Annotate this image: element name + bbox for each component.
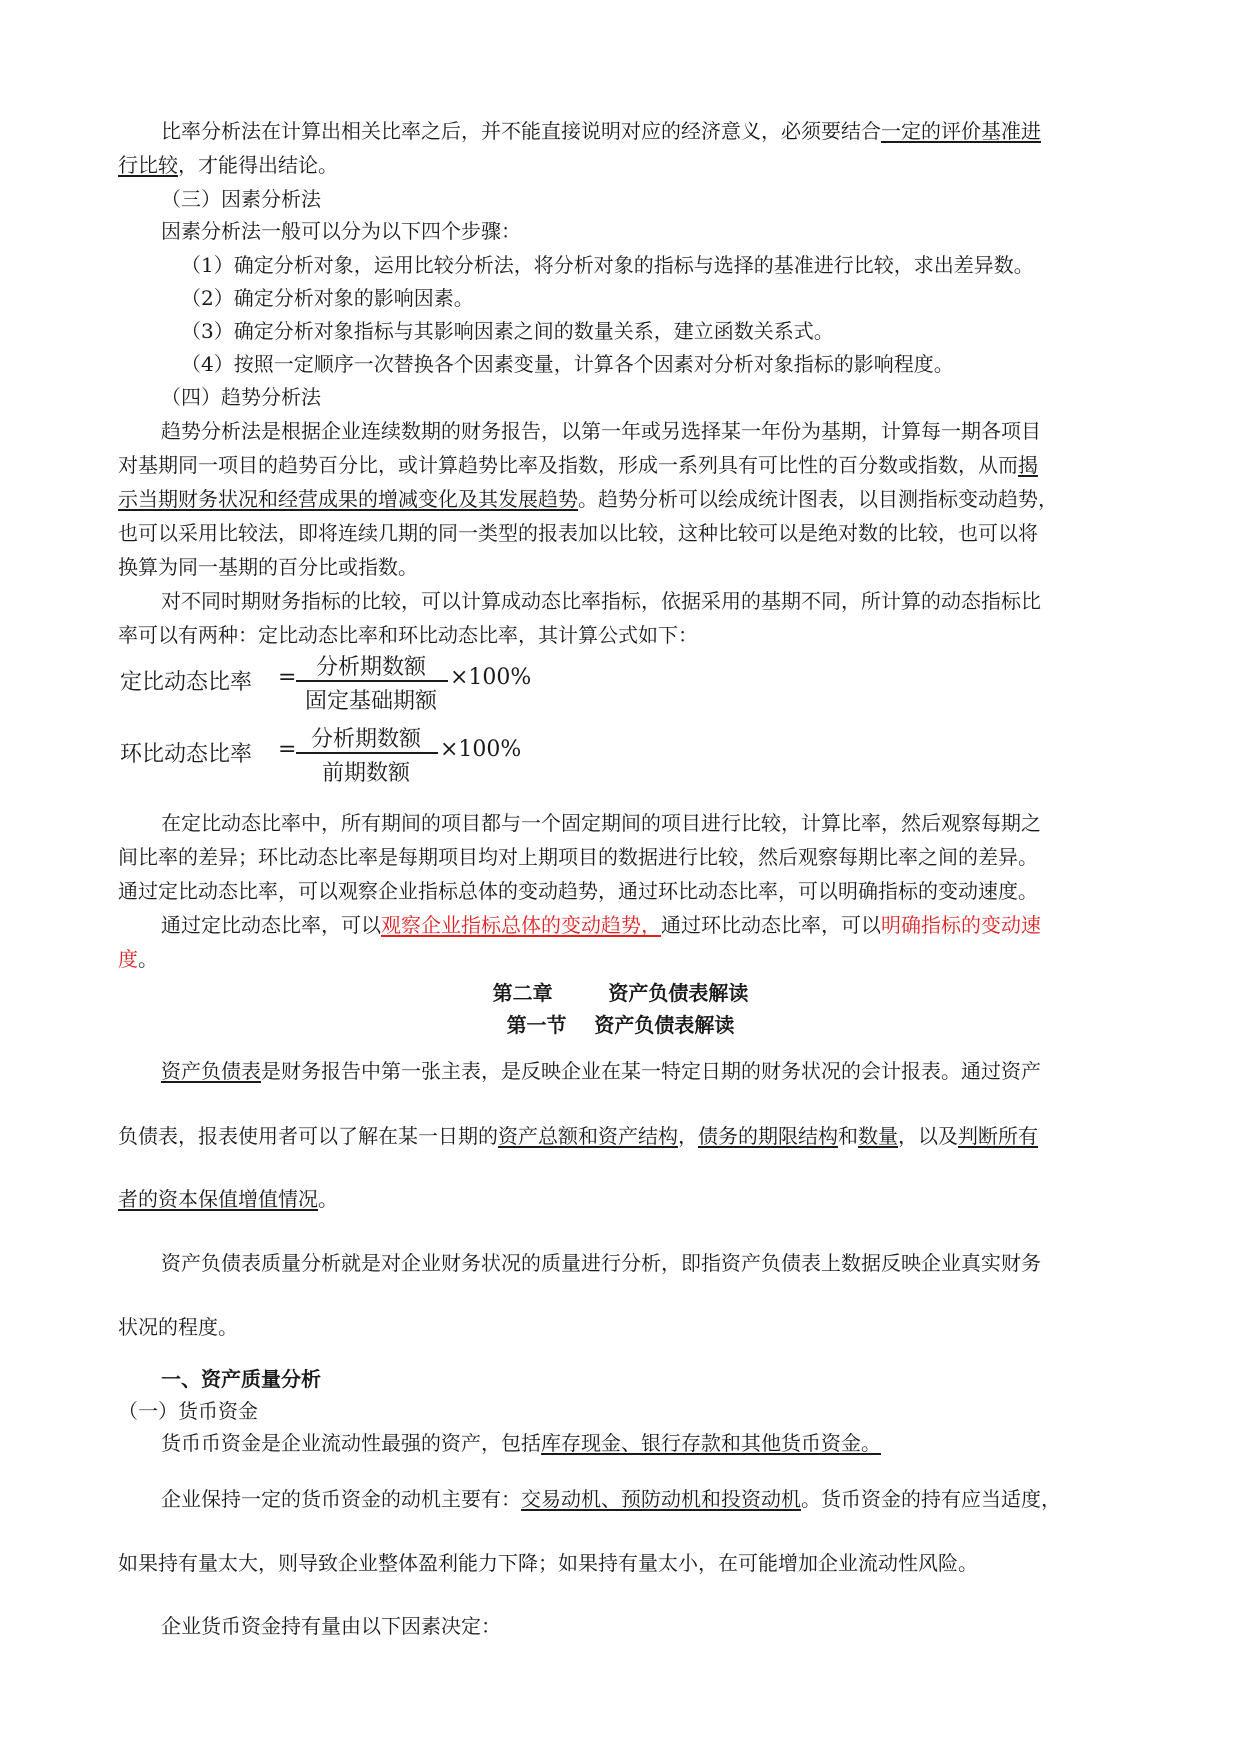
underlined-text: 行比较 (118, 153, 178, 177)
equals-sign: = (278, 737, 297, 762)
text: 负债表，报表使用者可以了解在某一日期的 (118, 1124, 498, 1148)
underlined-text: 示当期财务状况和经营成果的增减变化及其发展趋势 (118, 487, 578, 511)
paragraph-line: 企业货币资金持有量由以下因素决定： (161, 1614, 501, 1638)
fraction-bar (296, 680, 448, 682)
formula-denominator: 固定基础期额 (304, 689, 437, 714)
text: 企业保持一定的货币资金的动机主要有： (161, 1487, 521, 1511)
text: 。 (138, 947, 158, 971)
fraction-bar (296, 752, 438, 754)
formula-denominator: 前期数额 (321, 761, 410, 786)
text: 。货币资金的持有应当适度， (801, 1487, 1061, 1511)
text: 。 (318, 1187, 338, 1211)
paragraph-line: 状况的程度。 (118, 1315, 238, 1339)
paragraph-line (161, 1430, 881, 1456)
paragraph-line (161, 912, 1041, 938)
section-intro: 因素分析法一般可以分为以下四个步骤： (161, 219, 521, 243)
paragraph-line (118, 152, 338, 178)
underlined-text: 债务的期限结构 (698, 1124, 838, 1148)
underlined-text: 一定的评价基准进 (881, 119, 1041, 143)
step-item: （3）确定分析对象指标与其影响因素之间的数量关系，建立函数关系式。 (181, 319, 834, 343)
text: ，才能得出结论。 (178, 153, 338, 177)
underlined-text: 资产负债表 (161, 1059, 261, 1083)
paragraph-line (161, 118, 1041, 144)
formula-label: 定比动态比率 (120, 670, 253, 695)
formula-multiplier: ×100% (440, 737, 522, 762)
text: 对基期同一项目的趋势百分比，或计算趋势比率及指数，形成一系列具有可比性的百分数或指数，从而 (118, 453, 1018, 477)
subsection-title: （一）货币资金 (118, 1399, 258, 1423)
paragraph-line (118, 946, 158, 972)
highlighted-text: 明确指标的变动速 (881, 913, 1041, 937)
formula-label: 环比动态比率 (120, 742, 253, 767)
text: 通过定比动态比率，可以 (161, 913, 381, 937)
paragraph-line: 也可以采用比较法，即将连续几期的同一类型的报表加以比较，这种比较可以是绝对数的比较，也可以将 (118, 521, 1038, 545)
paragraph-line (118, 452, 1038, 478)
underlined-text: 库存现金、银行存款和其他货币资金。 (541, 1431, 881, 1455)
paragraph-line: 通过定比动态比率，可以观察企业指标总体的变动趋势，通过环比动态比率，可以明确指标的变动速度。 (118, 879, 1038, 903)
step-item: （1）确定分析对象，运用比较分析法，将分析对象的指标与选择的基准进行比较，求出差异数。 (181, 253, 1034, 277)
paragraph-line (118, 1123, 1038, 1149)
paragraph-line (161, 1058, 1041, 1084)
text: 是财务报告中第一张主表，是反映企业在某一特定日期的财务状况的会计报表。通过资产 (261, 1059, 1041, 1083)
text: 和 (838, 1124, 858, 1148)
paragraph-line: 对不同时期财务指标的比较，可以计算成动态比率指标，依据采用的基期不同，所计算的动态指标比 (161, 589, 1041, 613)
text: 比率分析法在计算出相关比率之后，并不能直接说明对应的经济意义，必须要结合 (161, 119, 881, 143)
text: 通过环比动态比率，可以 (661, 913, 881, 937)
section-title: （三）因素分析法 (161, 187, 321, 211)
section-title: （四）趋势分析法 (161, 385, 321, 409)
highlighted-text: 观察企业指标总体的变动趋势， (381, 913, 661, 937)
formula-numerator: 分析期数额 (310, 727, 421, 752)
chapter-title: 第二章 资产负债表解读 (492, 981, 749, 1005)
underlined-text: 揭 (1018, 453, 1038, 477)
paragraph-line: 趋势分析法是根据企业连续数期的财务报告，以第一年或另选择某一年份为基期，计算每一期各项目 (161, 419, 1041, 443)
text: 。趋势分析可以绘成统计图表，以目测指标变动趋势， (578, 487, 1058, 511)
paragraph-line: 在定比动态比率中，所有期间的项目都与一个固定期间的项目进行比较，计算比率，然后观察每期之 (161, 811, 1041, 835)
text: ，以及 (898, 1124, 958, 1148)
underlined-text: 交易动机、预防动机和投资动机 (521, 1487, 801, 1511)
paragraph-line (118, 1186, 338, 1212)
step-item: （2）确定分析对象的影响因素。 (181, 286, 474, 310)
underlined-text: 资产总额和资产结构 (498, 1124, 678, 1148)
underlined-text: 判断所有 (958, 1124, 1038, 1148)
formula-multiplier: ×100% (450, 665, 532, 690)
underlined-text: 者的资本保值增值情况 (118, 1187, 318, 1211)
paragraph-line: 间比率的差异；环比动态比率是每期项目均对上期项目的数据进行比较，然后观察每期比率之间的差异。 (118, 845, 1038, 869)
paragraph-line: 率可以有两种：定比动态比率和环比动态比率，其计算公式如下： (118, 623, 698, 647)
highlighted-text: 度 (118, 947, 138, 971)
section-title: 第一节 资产负债表解读 (506, 1013, 735, 1037)
paragraph-line: 如果持有量太大，则导致企业整体盈利能力下降；如果持有量太小，在可能增加企业流动性风险。 (118, 1551, 978, 1575)
formula-numerator: 分析期数额 (315, 655, 426, 680)
subsection-title: 一、资产质量分析 (161, 1367, 321, 1391)
paragraph-line (161, 1486, 1061, 1512)
text: 货币币资金是企业流动性最强的资产，包括 (161, 1431, 541, 1455)
underlined-text: 数量 (858, 1124, 898, 1148)
paragraph-line: 换算为同一基期的百分比或指数。 (118, 555, 418, 579)
paragraph-line: 资产负债表质量分析就是对企业财务状况的质量进行分析，即指资产负债表上数据反映企业真实财务 (161, 1251, 1041, 1275)
text: ， (678, 1124, 698, 1148)
step-item: （4）按照一定顺序一次替换各个因素变量，计算各个因素对分析对象指标的影响程度。 (181, 352, 954, 376)
equals-sign: = (278, 665, 297, 690)
paragraph-line (118, 486, 1058, 512)
